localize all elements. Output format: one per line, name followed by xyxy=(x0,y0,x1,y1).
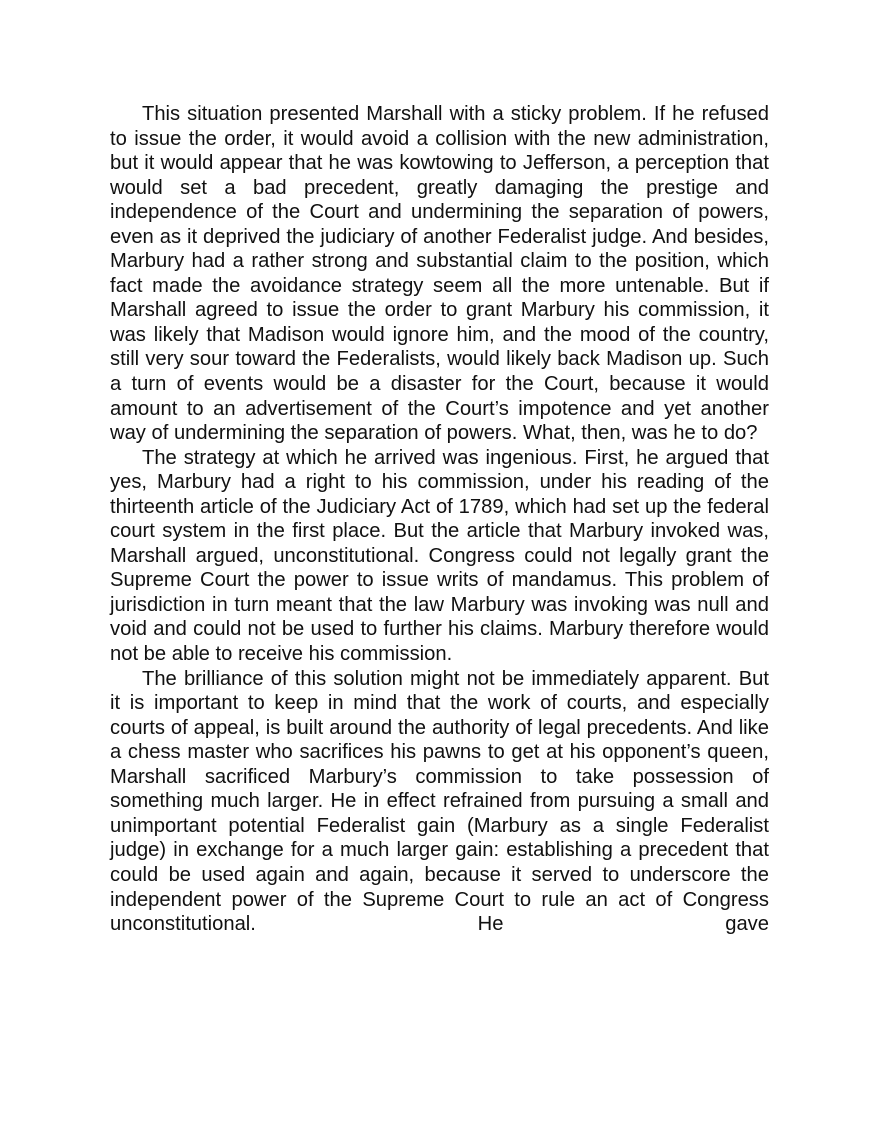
paragraph-marshall-problem: This situation presented Marshall with a sticky problem. If he refused to issue the order, it would avoid a collision with the new administration, but it would appear that he was kowtowing to Jefferson, a perception that would set a bad precedent, greatly damaging the prestige and independence of the Court and undermining the separation of powers, even as it deprived the judiciary of another Federalist judge. And besides, Marbury had a rather strong and substantial claim to the position, which fact made the avoidance strategy seem all the more untenable. But if Marshall agreed to issue the order to grant Marbury his commission, it was likely that Madison would ignore him, and the mood of the country, still very sour toward the Federalists, would likely back Madison up. Such a turn of events would be a disaster for the Court, because it would amount to an advertisement of the Court’s impotence and yet another way of undermining the separation of powers. What, then, was he to do? xyxy=(110,103,769,445)
document-page xyxy=(110,102,769,937)
paragraph-marshall-strategy: The strategy at which he arrived was ingenious. First, he argued that yes, Marbury had a right to his commission, under his reading of the thirteenth article of the Judiciary Act of 1789, which had set up the federal court system in the first place. But the article that Marbury invoked was, Marshall argued, unconstitutional. Congress could not legally grant the Supreme Court the power to issue writs of mandamus. This problem of jurisdiction in turn meant that the law Marbury was invoking was null and void and could not be used to further his claims. Marbury therefore would not be able to receive his commission. xyxy=(110,446,769,666)
paragraph-brilliance-of-solution: The brilliance of this solution might not be immediately apparent. But it is important to keep in mind that the work of courts, and especially courts of appeal, is built around the authority of legal precedents. And like a chess master who sacrifices his pawns to get at his opponent’s queen, Marshall sacrificed Marbury’s commission to take possession of something much larger. He in effect refrained from pursuing a small and unimportant potential Federalist gain (Marbury as a single Federalist judge) in exchange for a much larger gain: establishing a precedent that could be used again and again, because it served to underscore the independent power of the Supreme Court to rule an act of Congress unconstitutional. He gave xyxy=(110,667,769,936)
